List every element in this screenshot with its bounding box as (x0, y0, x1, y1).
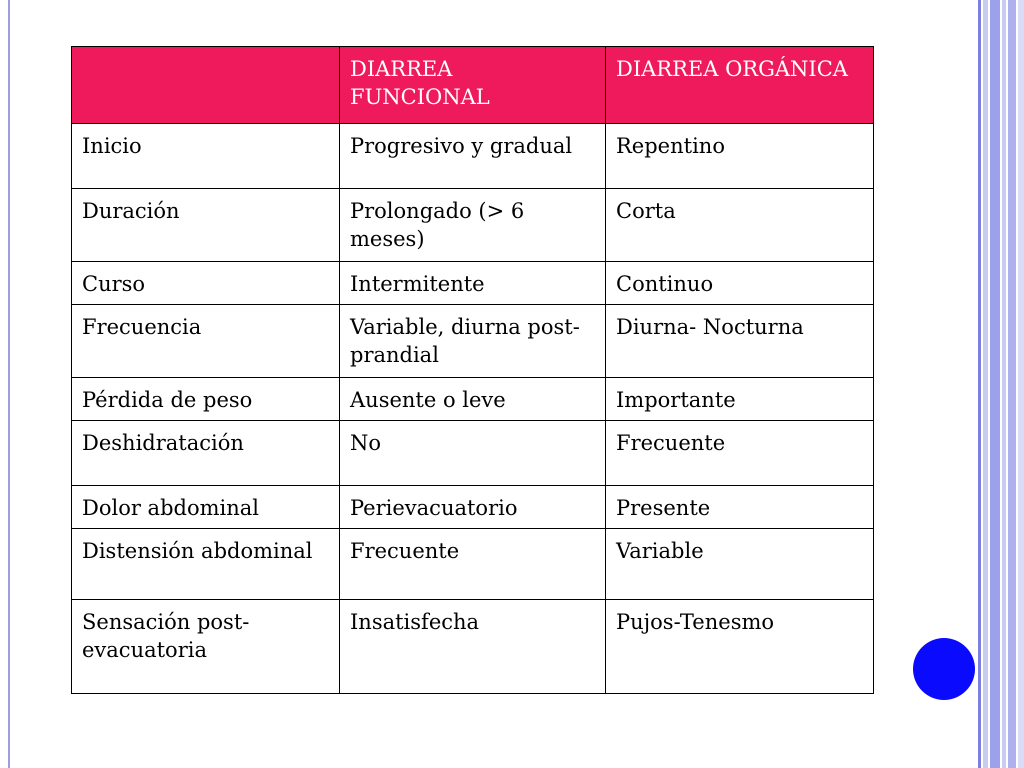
row-label: Deshidratación (72, 421, 340, 486)
organica-cell: Variable (606, 529, 874, 600)
table-row (72, 421, 874, 486)
header-cell-empty (72, 47, 340, 124)
organica-cell: Pujos-Tenesmo (606, 600, 874, 694)
stripe (978, 0, 981, 768)
stripe (990, 0, 1000, 768)
table-header-row (72, 47, 874, 124)
stripe (1002, 0, 1006, 768)
organica-cell: Corta (606, 189, 874, 262)
row-label: Pérdida de peso (72, 378, 340, 421)
row-label: Distensión abdominal (72, 529, 340, 600)
row-label: Duración (72, 189, 340, 262)
row-label: Dolor abdominal (72, 486, 340, 529)
stripe (1018, 0, 1024, 768)
funcional-cell: Prolongado (> 6 meses) (340, 189, 606, 262)
organica-cell: Repentino (606, 124, 874, 189)
funcional-cell: Perievacuatorio (340, 486, 606, 529)
funcional-cell: Progresivo y gradual (340, 124, 606, 189)
organica-cell: Diurna- Nocturna (606, 305, 874, 378)
comparison-table (71, 46, 874, 694)
right-decorative-stripes (978, 0, 1024, 768)
left-border-line (8, 0, 10, 768)
row-label: Sensación post-evacuatoria (72, 600, 340, 694)
stripe (983, 0, 988, 768)
funcional-cell: Frecuente (340, 529, 606, 600)
funcional-cell: No (340, 421, 606, 486)
row-label: Curso (72, 262, 340, 305)
organica-cell: Importante (606, 378, 874, 421)
table-row (72, 305, 874, 378)
organica-cell: Frecuente (606, 421, 874, 486)
organica-cell: Continuo (606, 262, 874, 305)
funcional-cell: Variable, diurna post-prandial (340, 305, 606, 378)
table-row (72, 600, 874, 694)
funcional-cell: Intermitente (340, 262, 606, 305)
blue-circle-decoration (913, 638, 975, 700)
table-row (72, 124, 874, 189)
header-cell-funcional: DIARREA FUNCIONAL (340, 47, 606, 124)
stripe (1008, 0, 1016, 768)
row-label: Inicio (72, 124, 340, 189)
table-row (72, 378, 874, 421)
funcional-cell: Ausente o leve (340, 378, 606, 421)
funcional-cell: Insatisfecha (340, 600, 606, 694)
table-row (72, 189, 874, 262)
table-row (72, 262, 874, 305)
table-row (72, 486, 874, 529)
table-row (72, 529, 874, 600)
row-label: Frecuencia (72, 305, 340, 378)
organica-cell: Presente (606, 486, 874, 529)
header-cell-organica: DIARREA ORGÁNICA (606, 47, 874, 124)
